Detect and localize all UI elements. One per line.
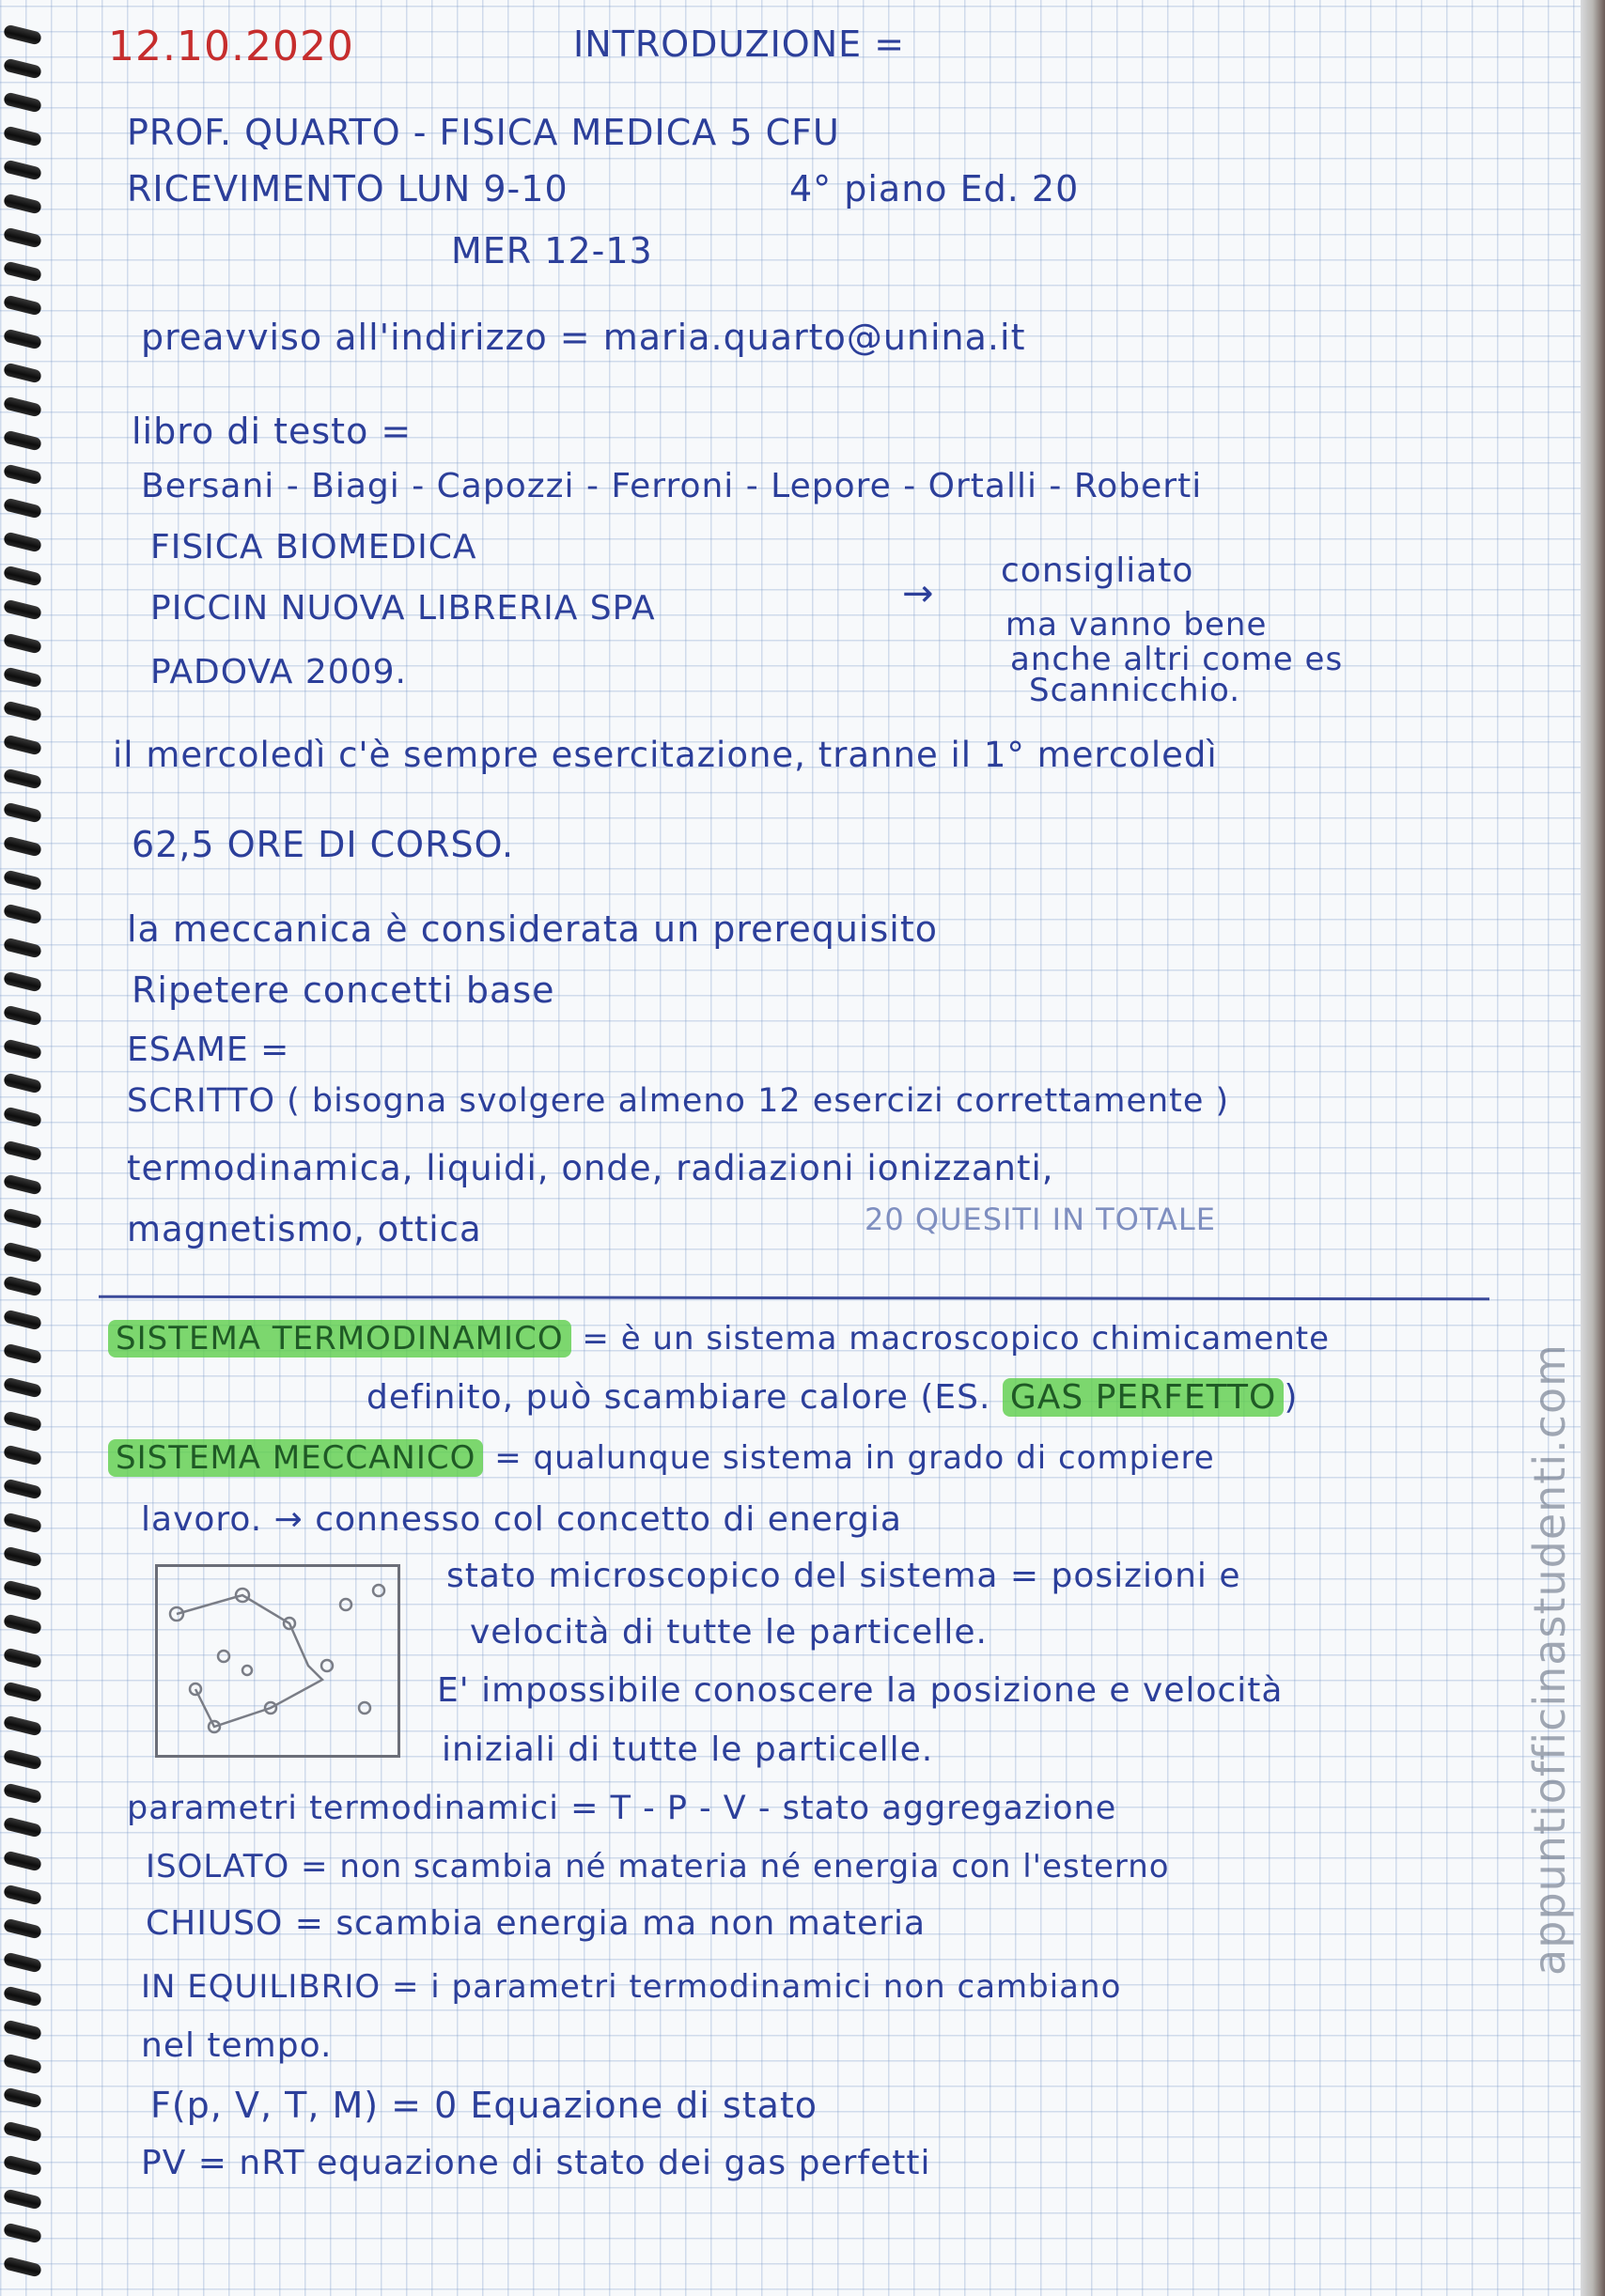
spiral-binding: [0, 0, 56, 2296]
ore-line: 62,5 ORE DI CORSO.: [132, 824, 515, 865]
spiral-coil: [3, 1241, 42, 1263]
libro-note-2: ma vanno bene: [1005, 606, 1268, 644]
spiral-coil: [3, 1410, 42, 1432]
isolato-line: ISOLATO = non scambia né materia né energia con l'esterno: [146, 1848, 1170, 1885]
spiral-coil: [3, 2188, 42, 2210]
spiral-coil: [3, 1309, 42, 1330]
particles-drawing: [158, 1567, 397, 1755]
spiral-coil: [3, 666, 42, 688]
particle: [359, 1702, 370, 1714]
micro-line-3: E' impossibile conoscere la posizione e velocità: [437, 1671, 1284, 1710]
def-termo-text: = è un sistema macroscopico chimicamente: [582, 1320, 1331, 1357]
spiral-coil: [3, 1512, 42, 1533]
prof-line: PROF. QUARTO - FISICA MEDICA 5 CFU: [127, 112, 840, 153]
spiral-coil: [3, 598, 42, 620]
meccanica-line: la meccanica è considerata un prerequisito: [127, 908, 938, 950]
eq-stato-line: F(p, V, T, M) = 0 Equazione di stato: [150, 2085, 818, 2126]
highlight-sistema-termodinamico: SISTEMA TERMODINAMICO: [108, 1320, 571, 1357]
spiral-coil: [3, 1816, 42, 1838]
spiral-coil: [3, 193, 42, 214]
spiral-coil: [3, 1173, 42, 1195]
spiral-coil: [3, 1579, 42, 1601]
spiral-coil: [3, 23, 42, 45]
spiral-coil: [3, 1714, 42, 1736]
spiral-coil: [3, 497, 42, 519]
spiral-coil: [3, 1613, 42, 1635]
particles-sketch: [155, 1564, 400, 1758]
def-mecc-text: = qualunque sistema in grado di compiere: [494, 1439, 1215, 1477]
arrow-icon: →: [902, 572, 935, 615]
spiral-coil: [3, 463, 42, 485]
spiral-coil: [3, 2154, 42, 2176]
libro-place: PADOVA 2009.: [150, 653, 407, 691]
spiral-coil: [3, 1106, 42, 1127]
spiral-coil: [3, 2053, 42, 2074]
spiral-coil: [3, 835, 42, 857]
ripetere-line: Ripetere concetti base: [132, 970, 555, 1011]
spiral-coil: [3, 869, 42, 891]
esame-topics-1: termodinamica, liquidi, onde, radiazioni ionizzanti,: [127, 1148, 1054, 1188]
spiral-coil: [3, 1342, 42, 1364]
spiral-coil: [3, 2256, 42, 2277]
spiral-coil: [3, 1850, 42, 1871]
spiral-coil: [3, 1985, 42, 2007]
micro-line-4: iniziali di tutte le particelle.: [442, 1730, 934, 1769]
ricevimento-line: RICEVIMENTO LUN 9-10: [127, 168, 569, 209]
particle: [340, 1599, 351, 1610]
spiral-coil: [3, 1275, 42, 1296]
libro-heading: libro di testo =: [132, 411, 413, 452]
def-termo-text-2: definito, può scambiare calore (ES.: [366, 1378, 991, 1417]
equilibrio-line: IN EQUILIBRIO = i parametri termodinamici non cambiano: [141, 1968, 1122, 2006]
tempo-line: nel tempo.: [141, 2026, 333, 2065]
room-line: 4° piano Ed. 20: [789, 168, 1080, 209]
libro-note-consigliato: consigliato: [1001, 551, 1194, 590]
spiral-coil: [3, 1917, 42, 1939]
spiral-coil: [3, 531, 42, 552]
spiral-coil: [3, 1444, 42, 1466]
spiral-coil: [3, 2222, 42, 2243]
libro-authors: Bersani - Biagi - Capozzi - Ferroni - Lepore - Ortalli - Roberti: [141, 467, 1203, 505]
def-mecc-line-2: lavoro. → connesso col concetto di energia: [141, 1500, 902, 1539]
particle-path: [177, 1595, 322, 1727]
section-divider: [99, 1295, 1489, 1301]
spiral-coil: [3, 260, 42, 282]
spiral-coil: [3, 226, 42, 248]
spiral-coil: [3, 1376, 42, 1398]
highlight-sistema-meccanico: SISTEMA MECCANICO: [108, 1439, 483, 1477]
spiral-coil: [3, 125, 42, 147]
spiral-coil: [3, 2087, 42, 2108]
spiral-coil: [3, 632, 42, 654]
spiral-coil: [3, 159, 42, 180]
libro-publisher: PICCIN NUOVA LIBRERIA SPA: [150, 589, 656, 628]
spiral-coil: [3, 801, 42, 823]
mer-line: MER 12-13: [451, 230, 653, 271]
libro-note-4: Scannicchio.: [1029, 672, 1241, 709]
particle: [321, 1660, 333, 1671]
spiral-coil: [3, 1681, 42, 1702]
email-line: preavviso all'indirizzo = maria.quarto@unina.it: [141, 317, 1026, 358]
spiral-coil: [3, 91, 42, 113]
spiral-coil: [3, 700, 42, 721]
esame-topics-2: magnetismo, ottica: [127, 1209, 482, 1249]
chiuso-line: CHIUSO = scambia energia ma non materia: [146, 1904, 927, 1943]
libro-note-3: anche altri come es: [1010, 641, 1344, 678]
spiral-coil: [3, 396, 42, 417]
spiral-coil: [3, 1140, 42, 1161]
highlight-gas-perfetto: GAS PERFETTO: [1003, 1378, 1284, 1417]
spiral-coil: [3, 328, 42, 349]
spiral-coil: [3, 937, 42, 958]
spiral-coil: [3, 294, 42, 316]
def-termo-close: ): [1284, 1378, 1299, 1417]
spiral-coil: [3, 429, 42, 451]
mercoledi-line: il mercoledì c'è sempre esercitazione, tranne il 1° mercoledì: [113, 735, 1218, 775]
spiral-coil: [3, 362, 42, 383]
spiral-coil: [3, 734, 42, 755]
def-termo-line: [108, 1320, 1331, 1357]
spiral-coil: [3, 970, 42, 992]
spiral-coil: [3, 768, 42, 789]
gas-perfetti-line: PV = nRT equazione di stato dei gas perfetti: [141, 2144, 931, 2182]
particle: [373, 1585, 384, 1596]
spiral-coil: [3, 903, 42, 924]
spiral-coil: [3, 57, 42, 79]
libro-title: FISICA BIOMEDICA: [150, 528, 477, 566]
spiral-coil: [3, 1478, 42, 1499]
micro-line-1: stato microscopico del sistema = posizioni e: [446, 1557, 1241, 1595]
def-termo-line-2: [366, 1378, 1299, 1417]
esame-scritto: SCRITTO ( bisogna svolgere almeno 12 esercizi correttamente ): [127, 1082, 1230, 1120]
spiral-coil: [3, 2019, 42, 2040]
watermark: appuntiofficinastudenti.com: [1524, 1343, 1575, 1976]
spiral-coil: [3, 1038, 42, 1060]
particle: [242, 1666, 252, 1675]
esame-heading: ESAME =: [127, 1031, 290, 1069]
param-line: parametri termodinamici = T - P - V - stato aggregazione: [127, 1790, 1117, 1827]
spiral-coil: [3, 1782, 42, 1804]
spiral-coil: [3, 1884, 42, 1905]
spiral-coil: [3, 1647, 42, 1668]
page-title: INTRODUZIONE =: [573, 23, 906, 65]
spiral-coil: [3, 1951, 42, 1973]
spiral-coil: [3, 1545, 42, 1567]
micro-line-2: velocità di tutte le particelle.: [470, 1613, 988, 1652]
spiral-coil: [3, 565, 42, 586]
page-edge: [1581, 0, 1605, 2296]
spiral-coil: [3, 1072, 42, 1094]
particle: [218, 1651, 229, 1662]
spiral-coil: [3, 1748, 42, 1770]
date: 12.10.2020: [108, 23, 354, 70]
esame-quesiti: 20 QUESITI IN TOTALE: [865, 1202, 1216, 1237]
spiral-coil: [3, 2120, 42, 2142]
spiral-coil: [3, 1207, 42, 1229]
spiral-coil: [3, 1004, 42, 1026]
def-mecc-line: [108, 1439, 1215, 1477]
